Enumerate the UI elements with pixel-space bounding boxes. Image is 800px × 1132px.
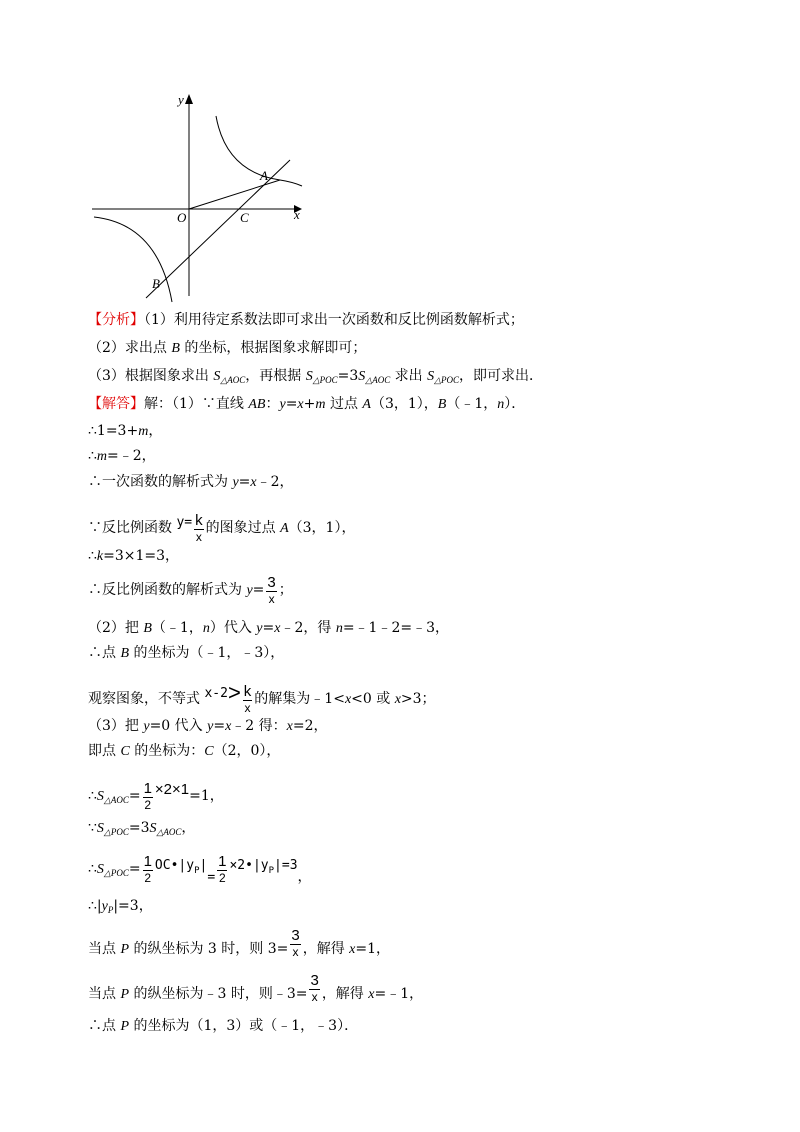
t: ∴反比例函数的解析式为 xyxy=(88,582,247,598)
t: P xyxy=(120,987,130,1002)
t: x xyxy=(344,692,352,707)
t: y xyxy=(232,475,239,490)
t: | xyxy=(199,858,208,873)
t: ； xyxy=(278,582,293,598)
t: x xyxy=(274,621,281,636)
t: C xyxy=(204,744,214,759)
t: B xyxy=(171,341,180,356)
t: （3，1）， xyxy=(288,520,356,536)
t: △POC xyxy=(103,827,129,837)
y-axis-arrow xyxy=(185,94,193,104)
t: =2， xyxy=(292,718,328,734)
t: A xyxy=(280,521,289,536)
t: = xyxy=(128,788,141,804)
t: |=3 xyxy=(274,858,298,873)
solution-line-5 xyxy=(88,506,355,542)
t: 观察图象，不等式 xyxy=(88,691,205,707)
t: （﹣1， xyxy=(446,396,498,412)
t: ，即可求出． xyxy=(459,368,544,384)
t: ﹣2， xyxy=(256,474,294,490)
solution-line-9 xyxy=(88,643,284,664)
t: x xyxy=(286,719,293,734)
solution-line-16 xyxy=(88,896,153,920)
t: =1， xyxy=(189,788,224,804)
solution-line-13 xyxy=(88,770,224,812)
t: ∴1=3+ xyxy=(88,423,139,439)
t: S xyxy=(96,862,104,877)
hyperbola-lower-branch xyxy=(94,217,172,302)
t: A xyxy=(362,397,371,412)
t: △POC xyxy=(312,375,338,385)
solution-line-2 xyxy=(88,421,162,442)
t: 的纵坐标为 3 时，则 3= xyxy=(129,941,289,957)
point-b-label: B xyxy=(152,276,160,291)
t: P xyxy=(107,905,114,915)
fraction-numerator: 1 xyxy=(143,852,152,870)
fraction-denominator: x xyxy=(311,989,318,1004)
analysis-line-2 xyxy=(88,338,366,359)
t: =3×1=3， xyxy=(103,548,180,564)
coordinate-figure xyxy=(88,88,310,304)
solution-line-7 xyxy=(88,570,293,612)
t: ）． xyxy=(504,396,526,412)
t: ∵反比例函数 xyxy=(88,520,177,536)
t: x xyxy=(225,719,232,734)
fraction-denominator: x xyxy=(268,591,275,606)
t: OC•|y xyxy=(154,858,195,873)
t: ， xyxy=(297,869,312,885)
t: m xyxy=(138,424,149,439)
fraction-denominator: x xyxy=(292,944,299,959)
t: 求出 xyxy=(390,368,428,384)
t: △AOC xyxy=(103,795,129,805)
t: △POC xyxy=(103,868,129,878)
fraction-numerator: 1 xyxy=(218,852,227,870)
t: ∴ xyxy=(88,861,97,877)
solution-line-6 xyxy=(88,546,179,567)
line-ab xyxy=(146,160,290,298)
t: S xyxy=(213,369,221,384)
t: ）代入 xyxy=(209,620,257,636)
t: ∴| xyxy=(88,898,102,914)
segment-oa xyxy=(189,180,280,209)
solution-line-19 xyxy=(88,1016,358,1037)
t: = xyxy=(252,582,265,598)
t: =﹣1﹣2=﹣3， xyxy=(342,620,450,636)
t: （3）把 xyxy=(88,718,144,734)
t: x xyxy=(250,475,257,490)
t: = xyxy=(207,870,216,885)
t: P xyxy=(268,866,275,876)
t: k xyxy=(96,549,104,564)
t: 解：（1）∵直线 xyxy=(144,396,249,412)
fraction-one-half xyxy=(143,854,153,885)
fraction-denominator: x xyxy=(195,529,202,544)
t: n xyxy=(497,397,505,412)
t: ∴点 xyxy=(88,1018,121,1034)
t: = xyxy=(285,396,298,412)
t: n xyxy=(335,621,343,636)
fraction-3-over-x xyxy=(266,575,276,606)
t: y= xyxy=(176,515,193,530)
t: ∴一次函数的解析式为 xyxy=(88,474,233,490)
t: 当点 xyxy=(88,941,121,957)
solution-line-3 xyxy=(88,446,156,467)
fraction-one-half xyxy=(143,781,153,812)
t: x xyxy=(368,987,375,1002)
t: x-2 xyxy=(204,686,228,701)
t: x xyxy=(394,692,401,707)
t: ∵ xyxy=(88,820,97,836)
t: y xyxy=(279,397,286,412)
t: =﹣1， xyxy=(374,986,424,1002)
solution-line-12 xyxy=(88,741,280,762)
t: |=3， xyxy=(113,898,153,914)
t: =3 xyxy=(128,820,150,836)
point-c-label: C xyxy=(240,210,249,225)
t: ， xyxy=(181,820,196,836)
t: ， xyxy=(148,423,163,439)
t: ∴点 xyxy=(88,645,121,661)
t: S xyxy=(96,821,104,836)
t: △AOC xyxy=(365,375,391,385)
t: m xyxy=(96,449,108,464)
t: S xyxy=(427,369,435,384)
t: =0 代入 xyxy=(149,718,208,734)
fraction-numerator: k xyxy=(243,682,252,700)
solution-line-10 xyxy=(88,676,436,715)
solution-line-4 xyxy=(88,472,294,493)
t: ×2×1 xyxy=(154,781,190,798)
solution-line-17 xyxy=(88,922,390,966)
t: x xyxy=(349,942,356,957)
t: + xyxy=(303,396,316,412)
t: 即点 xyxy=(88,743,121,759)
x-axis-label: x xyxy=(294,207,300,222)
y-axis-label: y xyxy=(178,92,184,107)
analysis-text-1: （1）利用待定系数法即可求出一次函数和反比例函数解析式； xyxy=(144,312,524,328)
fraction-one-half xyxy=(217,854,227,885)
solution-line-8 xyxy=(88,618,449,639)
t: （2）把 xyxy=(88,620,144,636)
fraction-numerator: 3 xyxy=(267,573,276,591)
t: y xyxy=(101,899,108,914)
t: ×2•|y xyxy=(229,858,269,873)
fraction-denominator: 2 xyxy=(144,797,152,812)
fraction-k-over-x xyxy=(194,513,204,544)
t: B xyxy=(437,397,447,412)
fraction-3-over-x xyxy=(290,928,300,959)
t: ﹣2，得 xyxy=(280,620,336,636)
t: ﹣2 得： xyxy=(231,718,287,734)
t: B xyxy=(120,646,130,661)
t: （﹣1， xyxy=(151,620,203,636)
t: 当点 xyxy=(88,986,121,1002)
solution-tag: 【解答】 xyxy=(88,396,144,412)
t: 过点 xyxy=(325,396,363,412)
t: B xyxy=(143,621,152,636)
t: 的解集为﹣1< xyxy=(254,691,345,707)
t: = xyxy=(262,620,275,636)
t: =1， xyxy=(355,941,391,957)
solution-line-14 xyxy=(88,818,195,842)
t: ，解得 xyxy=(302,941,350,957)
t: y xyxy=(256,621,263,636)
t: ∴ xyxy=(88,448,97,464)
origin-label: O xyxy=(177,210,187,225)
t: 的坐标为（﹣1，﹣3）， xyxy=(129,645,285,661)
solution-line-15 xyxy=(88,846,312,888)
fraction-numerator: 3 xyxy=(291,926,300,944)
fraction-numerator: 1 xyxy=(143,779,152,797)
t: ，解得 xyxy=(321,986,369,1002)
t: y xyxy=(246,583,253,598)
t: <0 或 xyxy=(351,691,395,707)
t: > xyxy=(227,680,241,705)
analysis-line-1 xyxy=(88,310,524,330)
t: y xyxy=(143,719,150,734)
t: △POC xyxy=(434,375,460,385)
fraction-k-over-x xyxy=(243,684,253,715)
t: AB xyxy=(248,397,266,412)
t: P xyxy=(120,942,130,957)
t: ∴ xyxy=(88,548,97,564)
t: 的纵坐标为﹣3 时，则﹣3= xyxy=(129,986,308,1002)
t: ，再根据 xyxy=(245,368,306,384)
t: x xyxy=(297,397,304,412)
t: （3，1）， xyxy=(370,396,438,412)
t: =3 xyxy=(337,368,359,384)
fraction-numerator: k xyxy=(195,511,203,529)
t: = xyxy=(238,474,251,490)
t: S xyxy=(305,369,313,384)
fraction-denominator: 2 xyxy=(218,870,226,885)
t: P xyxy=(120,1019,130,1034)
t: 的坐标，根据图象求解即可； xyxy=(179,340,367,356)
fraction-denominator: 2 xyxy=(144,870,152,885)
t: △AOC xyxy=(220,375,246,385)
solution-line-1 xyxy=(88,394,525,415)
t: n xyxy=(202,621,210,636)
t: = xyxy=(128,861,141,877)
t: 的图象过点 xyxy=(205,520,281,536)
t: =﹣2， xyxy=(107,448,156,464)
t: 的坐标为： xyxy=(129,743,205,759)
fraction-denominator: x xyxy=(244,700,251,715)
fraction-numerator: 3 xyxy=(310,971,319,989)
t: （2，0）， xyxy=(213,743,281,759)
t: y xyxy=(207,719,214,734)
fraction-3-over-x xyxy=(309,973,319,1004)
t: S xyxy=(96,789,104,804)
t: 的坐标为（1，3）或（﹣1，﹣3）． xyxy=(129,1018,359,1034)
hyperbola-upper-branch xyxy=(216,116,302,186)
t: （3）根据图象求出 xyxy=(88,368,214,384)
t: ： xyxy=(265,396,280,412)
t: S xyxy=(149,821,157,836)
solution-line-18 xyxy=(88,968,423,1010)
analysis-line-3 xyxy=(88,366,543,390)
t: C xyxy=(120,744,130,759)
t: （2）求出点 xyxy=(88,340,172,356)
point-a-label: A xyxy=(260,168,268,183)
t: = xyxy=(213,718,226,734)
t: >3； xyxy=(400,691,436,707)
analysis-tag: 【分析】 xyxy=(88,312,144,328)
t: P xyxy=(194,866,200,876)
solution-line-11 xyxy=(88,716,328,737)
t: △AOC xyxy=(156,827,182,837)
t: m xyxy=(315,397,326,412)
t: S xyxy=(358,369,366,384)
t: ∴ xyxy=(88,788,97,804)
